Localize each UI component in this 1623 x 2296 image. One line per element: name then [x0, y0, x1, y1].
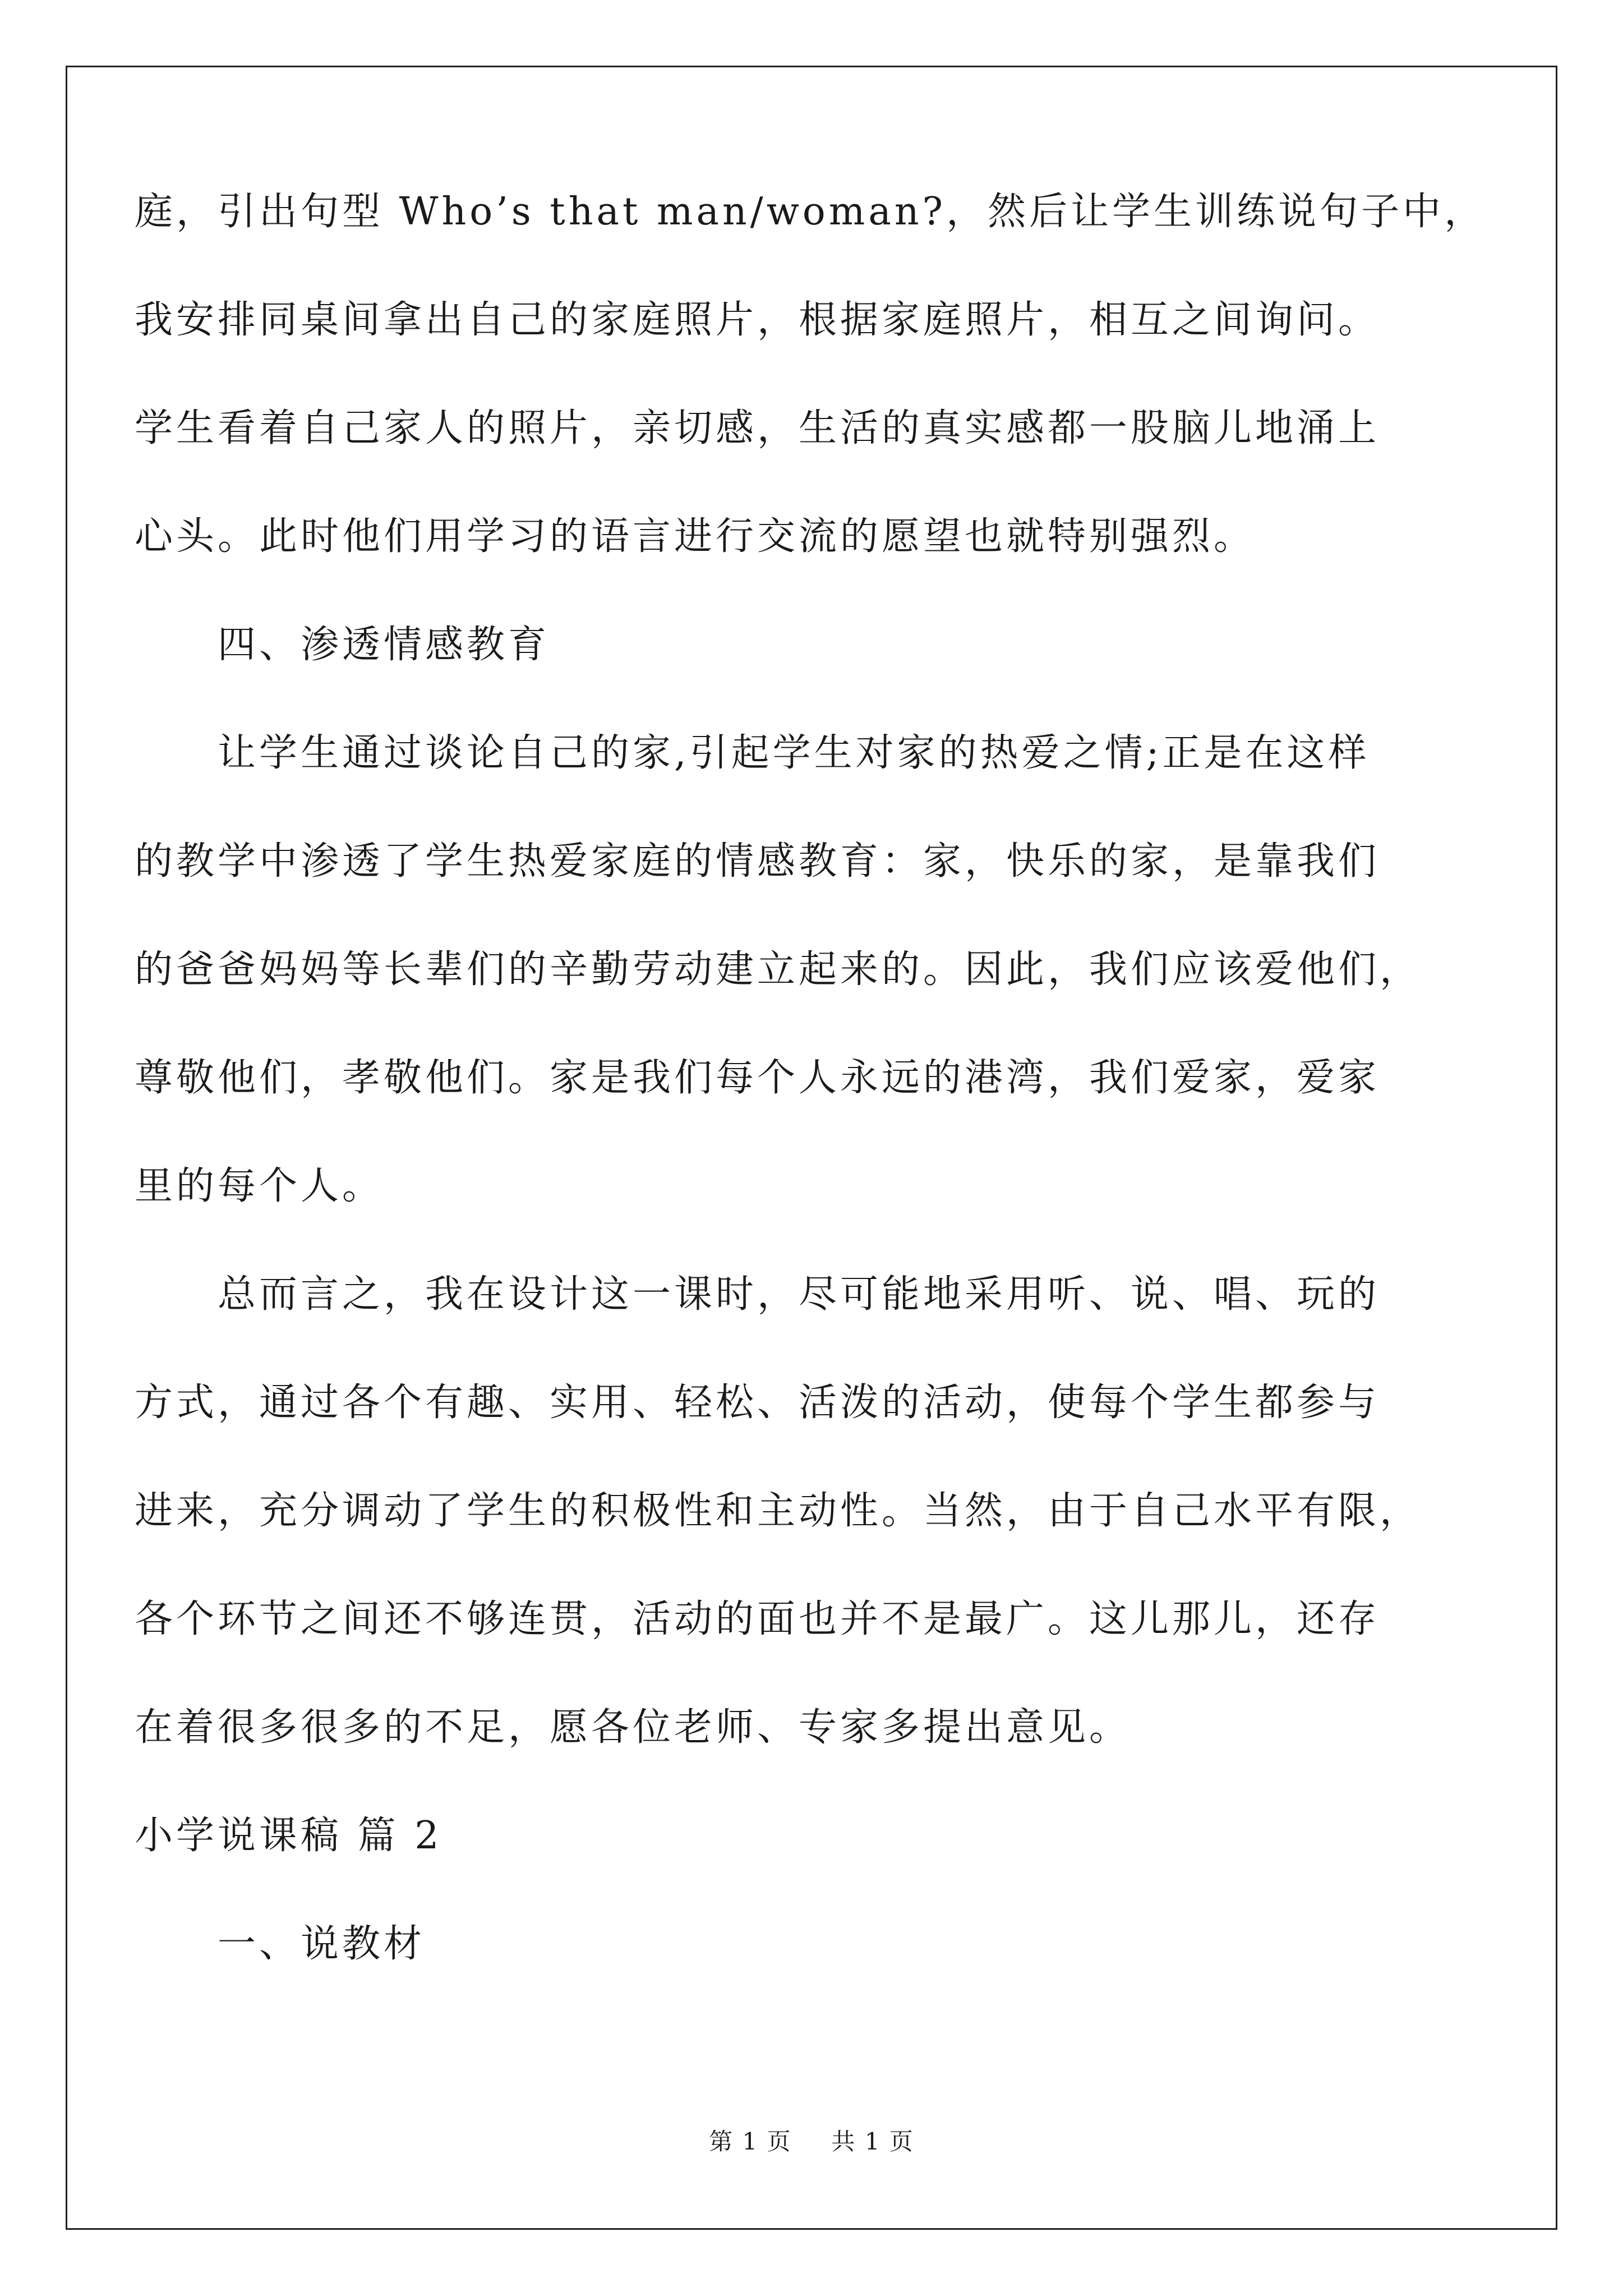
text-line: 各个环节之间还不够连贯，活动的面也并不是最广。这儿那儿，还存	[135, 1597, 1380, 1641]
text-line: 让学生通过谈论自己的家,引起学生对家的热爱之情;正是在这样	[218, 731, 1370, 775]
text-line: 的教学中渗透了学生热爱家庭的情感教育：家，快乐的家，是靠我们	[135, 839, 1380, 884]
text-line: 学生看着自己家人的照片，亲切感，生活的真实感都一股脑儿地涌上	[135, 406, 1380, 450]
text-line: 里的每个人。	[135, 1164, 384, 1208]
text-line: 庭，引出句型 Who’s that man/woman?，然后让学生训练说句子中，	[135, 190, 1486, 234]
text-line: 在着很多很多的不足，愿各位老师、专家多提出意见。	[135, 1705, 1131, 1750]
section-heading: 一、说教材	[218, 1922, 426, 1966]
text-line: 心头。此时他们用学习的语言进行交流的愿望也就特别强烈。	[135, 514, 1256, 559]
article-title: 小学说课稿 篇 2	[135, 1814, 442, 1858]
text-line: 进来，充分调动了学生的积极性和主动性。当然，由于自己水平有限，	[135, 1489, 1422, 1533]
page-total: 共 1 页	[831, 2128, 914, 2155]
text-line: 尊敬他们，孝敬他们。家是我们每个人永远的港湾，我们爱家，爱家	[135, 1056, 1380, 1100]
page-number: 第 1 页	[709, 2128, 792, 2155]
section-heading: 四、渗透情感教育	[218, 623, 550, 667]
page-footer	[0, 2126, 1623, 2157]
text-line: 方式，通过各个有趣、实用、轻松、活泼的活动，使每个学生都参与	[135, 1381, 1380, 1425]
page-border	[66, 66, 1557, 2230]
text-line: 的爸爸妈妈等长辈们的辛勤劳动建立起来的。因此，我们应该爱他们，	[135, 947, 1422, 992]
text-line: 总而言之，我在设计这一课时，尽可能地采用听、说、唱、玩的	[218, 1272, 1380, 1317]
text-line: 我安排同桌间拿出自己的家庭照片，根据家庭照片，相互之间询问。	[135, 298, 1380, 342]
